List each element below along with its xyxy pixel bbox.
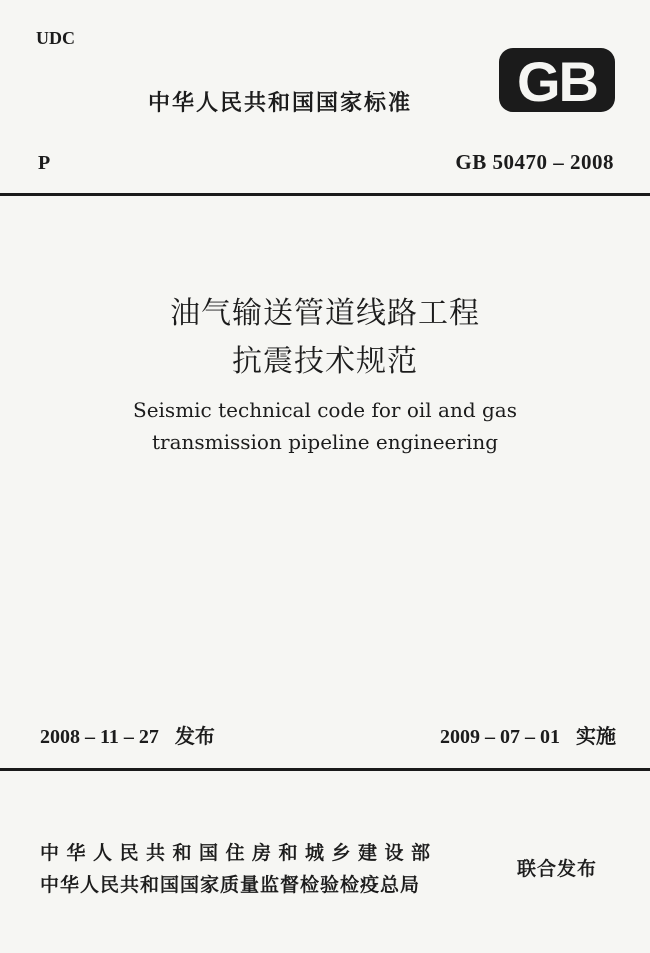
standard-number: GB 50470 – 2008 bbox=[455, 150, 614, 174]
issue-date-row bbox=[40, 720, 215, 749]
title-cn-line2: 抗震技术规范 bbox=[232, 344, 418, 379]
implement-date-row bbox=[440, 720, 616, 749]
classification-code: P bbox=[38, 152, 51, 174]
bottom-divider bbox=[0, 768, 650, 771]
udc-label: UDC bbox=[36, 28, 75, 48]
top-divider bbox=[0, 193, 650, 196]
title-en-line1: Seismic technical code for oil and gas bbox=[133, 398, 517, 422]
title-cn-line1: 油气输送管道线路工程 bbox=[170, 296, 480, 331]
joint-publication-label: 联合发布 bbox=[517, 858, 598, 880]
implement-date: 2009 – 07 – 01 bbox=[440, 726, 560, 748]
issue-date: 2008 – 11 – 27 bbox=[40, 726, 159, 748]
implement-label: 实施 bbox=[576, 724, 616, 748]
gb-logo bbox=[497, 44, 617, 116]
publisher-2: 中华人民共和国国家质量监督检验检疫总局 bbox=[40, 874, 421, 896]
publisher-1: 中华人民共和国住房和城乡建设部 bbox=[40, 842, 438, 864]
title-en-line2: transmission pipeline engineering bbox=[151, 430, 499, 454]
national-standard-label: 中华人民共和国国家标准 bbox=[148, 91, 413, 116]
issue-label: 发布 bbox=[174, 724, 215, 748]
gb-logo-text: GB bbox=[517, 50, 597, 113]
